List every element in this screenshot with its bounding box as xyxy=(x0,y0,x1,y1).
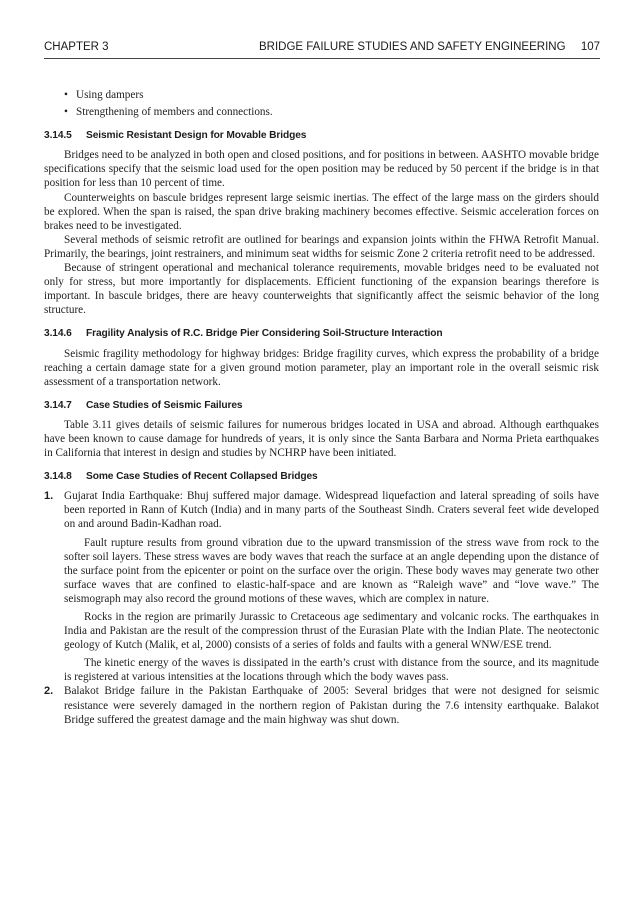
page-number: 107 xyxy=(580,41,600,53)
bullet-item: • Strengthening of members and connections. xyxy=(64,105,599,119)
section-heading-3-14-7 xyxy=(44,399,599,413)
section-title: Fragility Analysis of R.C. Bridge Pier Considering Soil-Structure Interaction xyxy=(86,328,443,340)
section-number: 3.14.7 xyxy=(44,399,72,411)
paragraph: Table 3.11 gives details of seismic failures for numerous bridges located in USA and abroad. Although earthquakes have been known to cause damage for hundreds of years, it is only since the Santa Barbara and Norma Prieta earthquakes in California that interest in design and studies by NCHRP have been initiated. xyxy=(44,418,599,460)
paragraph: Because of stringent operational and mechanical tolerance requirements, movable bridges need to be evaluated not only for stress, but more importantly for displacements. Efficient functioning of the expansion bearings therefore is important. In bascule bridges, there are heavy counterweights that significantly affect the seismic behavior of the long structure. xyxy=(44,262,599,317)
list-item xyxy=(44,684,599,726)
section-number: 3.14.8 xyxy=(44,471,72,483)
paragraph: Counterweights on bascule bridges represent large seismic inertias. The effect of the large mass on the girders should be explored. When the span is raised, the span drive braking machinery becomes effective. Seismic acceleration forces on brakes need to be investigated. xyxy=(44,191,599,232)
paragraph: Rocks in the region are primarily Jurassic to Cretaceous age sedimentary and volcanic rocks. The earthquakes in India and Pakistan are the result of the compression thrust of the Eurasian Plate with the Indian Plate. The neotectonic geology of Kutch (Malik, et al, 2000) consists of a series of folds and faults with a general WNW/ESE trend. xyxy=(64,611,599,652)
paragraph: Balakot Bridge failure in the Pakistan Earthquake of 2005: Several bridges that were not designed for seismic resistance were severely damaged in the northern region of Pakistan during the 7.6 intensity earthquake. Balakot Bridge suffered the greatest damage and the main highway was shut down. xyxy=(64,685,599,726)
list-number: 2. xyxy=(44,685,54,698)
bullet-item: • Using dampers xyxy=(64,88,599,102)
header-rule xyxy=(44,58,600,59)
section-number: 3.14.6 xyxy=(44,328,72,340)
section-title: Case Studies of Seismic Failures xyxy=(86,399,243,411)
list-item xyxy=(44,489,599,684)
section-heading-3-14-6 xyxy=(44,327,599,341)
case-study-list xyxy=(44,489,599,727)
running-header xyxy=(44,41,600,57)
page-body xyxy=(44,88,599,727)
paragraph: Bridges need to be analyzed in both open and closed positions, and for positions in between. AASHTO movable bridge specifications specify that the seismic load used for the open position may be reduced by 50 percent if the bridge is in that position for less than 10 percent of time. xyxy=(44,149,599,190)
section-heading-3-14-8 xyxy=(44,470,599,484)
paragraph: Seismic fragility methodology for highway bridges: Bridge fragility curves, which express the probability of a bridge reaching a certain damage state for a given ground motion parameter, play an important role in the overall seismic risk assessment of a transportation network. xyxy=(44,347,599,388)
paragraph: Fault rupture results from ground vibration due to the upward transmission of the stress wave from rock to the softer soil layers. These stress waves are body waves that reach the surface at an angle depending upon the distance of the surface point from the epicenter or point on the surface over the origin. These body waves may generate two other surface waves that are confined to elastic-half-space and are known as “Raleigh wave” and “love wave.” The seismograph may also record the ground motions of these waves, which are complex in nature. xyxy=(64,536,599,605)
paragraph: Gujarat India Earthquake: Bhuj suffered major damage. Widespread liquefaction and lateral spreading of soils have been reported in Rann of Kutch (India) and in many parts of the Southeast Sindh. Craters several feet wide developed on and around Badin-Kadhan road. xyxy=(64,490,599,531)
paragraph: The kinetic energy of the waves is dissipated in the earth’s crust with distance from the source, and its magnitude is registered at various intensities at the locations through which the body waves pass. xyxy=(64,657,599,684)
section-title: Some Case Studies of Recent Collapsed Bridges xyxy=(86,471,318,483)
section-heading-3-14-5 xyxy=(44,129,599,143)
bullet-list xyxy=(64,88,599,119)
section-title: Seismic Resistant Design for Movable Bridges xyxy=(86,130,307,142)
list-number: 1. xyxy=(44,490,54,503)
section-number: 3.14.5 xyxy=(44,130,72,142)
chapter-label: CHAPTER 3 xyxy=(44,41,109,53)
running-title: BRIDGE FAILURE STUDIES AND SAFETY ENGINEERING xyxy=(259,41,566,53)
paragraph: Several methods of seismic retrofit are outlined for bearings and expansion joints within the FHWA Retrofit Manual. Primarily, the bearings, joint restrainers, and minimum seat widths for seismic Zone 2 criteria retrofit need to be addressed. xyxy=(44,233,599,260)
